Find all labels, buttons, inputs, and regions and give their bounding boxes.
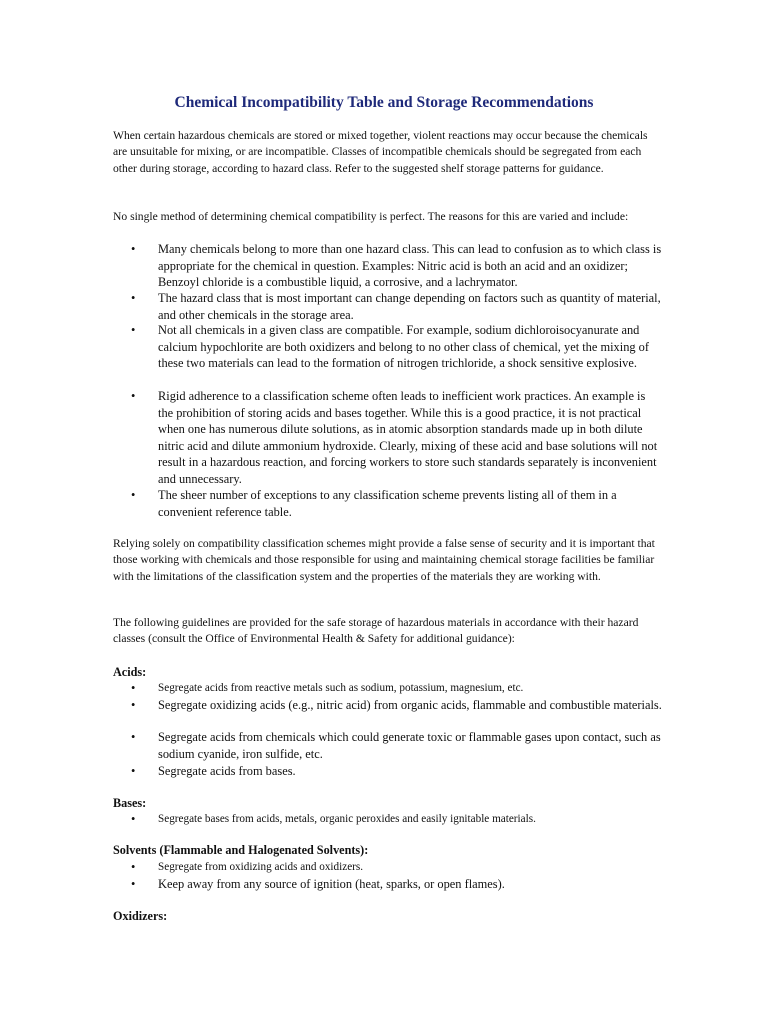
compat-intro-paragraph: No single method of determining chemical compatibility is perfect. The reasons for this are varied and include: (113, 210, 629, 223)
list-item-text: Segregate acids from reactive metals such as sodium, potassium, magnesium, etc. (158, 682, 524, 694)
intro-paragraph: When certain hazardous chemicals are stored or mixed together, violent reactions may occur because the chemicals are unsuitable for mixing, or are incompatible. Classes of incompatible chemicals should be segregated from each other during storage, according to hazard class. Refer to the suggested shelf storage patterns for guidance. (113, 129, 648, 175)
guidelines-intro-paragraph: The following guidelines are provided for the safe storage of hazardous materials in accordance with their hazard classes (consult the Office of Environmental Health & Safety for additional guidance): (113, 616, 639, 646)
bullet-icon: • (131, 877, 136, 891)
bases-heading: Bases: (113, 796, 147, 810)
bullet-icon: • (131, 698, 136, 712)
list-item-text: Not all chemicals in a given class are compatible. For example, sodium dichloroisocyanurate and calcium hypochlorite are both oxidizers and belong to no other class of chemical, yet the mixing of these two materials can lead to the formation of nitrogen trichloride, a shock sensitive explosive. (158, 323, 650, 371)
list-item-text: Segregate from oxidizing acids and oxidizers. (158, 861, 364, 873)
bullet-icon: • (131, 389, 136, 403)
list-item-text: Keep away from any source of ignition (heat, sparks, or open flames). (158, 877, 505, 891)
page-title: Chemical Incompatibility Table and Storage Recommendations (174, 94, 594, 111)
bullet-icon: • (131, 764, 136, 778)
bullet-icon: • (131, 730, 136, 744)
bullet-icon: • (131, 681, 136, 695)
list-item-text: The sheer number of exceptions to any classification scheme prevents listing all of them in a convenient reference table. (158, 488, 617, 519)
list-item-text: Many chemicals belong to more than one hazard class. This can lead to confusion as to which class is appropriate for the chemical in question. Examples: Nitric acid is both an acid and an oxidizer; Benzoyl chloride is a combustible liquid, a corrosive, and a lachrymator. (158, 242, 662, 290)
list-item-text: The hazard class that is most important can change depending on factors such as quantity of material, and other chemicals in the storage area. (158, 291, 661, 322)
list-item-text: Segregate acids from chemicals which could generate toxic or flammable gases upon contact, such as sodium cyanide, iron sulfide, etc. (158, 730, 661, 761)
list-item-text: Rigid adherence to a classification scheme often leads to inefficient work practices. An example is the prohibition of storing acids and bases together. While this is a good practice, it is not practical when one has numerous dilute solutions, as in atomic absorption standards made up in both dilute nitric acid and dilute ammonium hydroxide. Clearly, mixing of these acid and base solutions will not result in a hazardous reaction, and forcing workers to store such standards separately is inconvenient and unnecessary. (158, 389, 658, 486)
list-item-text: Segregate acids from bases. (158, 764, 296, 778)
list-item-text: Segregate bases from acids, metals, organic peroxides and easily ignitable materials. (158, 813, 536, 825)
bullet-icon: • (131, 860, 136, 874)
bullet-icon: • (131, 488, 136, 502)
solvents-heading: Solvents (Flammable and Halogenated Solvents): (113, 843, 369, 857)
oxidizers-heading: Oxidizers: (113, 909, 168, 923)
bullet-icon: • (131, 291, 136, 305)
reliance-paragraph: Relying solely on compatibility classification schemes might provide a false sense of security and it is important that those working with chemicals and those responsible for using and maintaining chemical storage facilities be familiar with the limitations of the classification system and the properties of the materials they are working with. (113, 537, 655, 583)
bullet-icon: • (131, 323, 136, 337)
bullet-icon: • (131, 242, 136, 256)
list-item-text: Segregate oxidizing acids (e.g., nitric acid) from organic acids, flammable and combustible materials. (158, 698, 662, 712)
acids-heading: Acids: (113, 665, 147, 679)
bullet-icon: • (131, 812, 136, 826)
